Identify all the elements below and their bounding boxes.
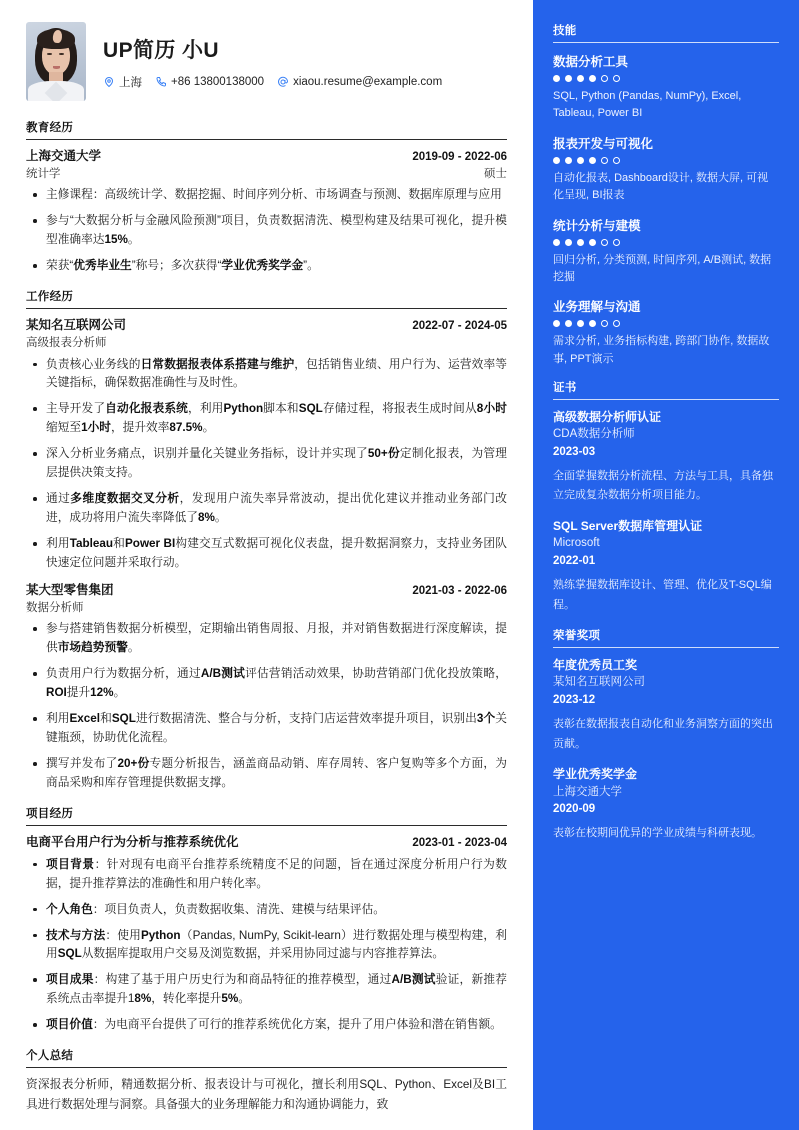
certificate-name: 高级数据分析师认证 (553, 410, 662, 424)
honor-item (553, 657, 779, 754)
divider (26, 308, 507, 309)
project-bullets (26, 856, 507, 1036)
divider (553, 399, 779, 400)
rating-dot-filled (553, 75, 560, 82)
list-item: 负责用户行为数据分析，通过A/B测试评估营销活动效果，协助营销部门优化投放策略，ROI提升12%。 (26, 665, 507, 703)
candidate-name: UP简历 小U (103, 39, 219, 62)
skill-rating (553, 239, 779, 246)
divider (26, 825, 507, 826)
skill-description: 自动化报表, Dashboard设计, 数据大屏, 可视化呈现, BI报表 (553, 171, 769, 202)
section-project (26, 805, 507, 1035)
certificate-name: SQL Server数据库管理认证 (553, 519, 703, 534)
skill-name: 数据分析工具 (553, 55, 629, 69)
list-item: 荣获“优秀毕业生”称号；多次获得“学业优秀奖学金”。 (26, 257, 507, 276)
sidebar-title-certificates: 证书 (553, 382, 577, 394)
sidebar-section-certificates (553, 379, 779, 615)
list-item: 项目价值：为电商平台提供了可行的推荐系统优化方案，提升了用户体验和潜在销售额。 (26, 1016, 507, 1035)
divider (26, 139, 507, 140)
skill-description: 需求分析, 业务指标构建, 跨部门协作, 数据故事, PPT演示 (553, 335, 770, 365)
certificate-description: 熟练掌握数据库设计、管理、优化及T-SQL编程。 (553, 578, 772, 611)
work-date: 2021-03 - 2022-06 (412, 585, 507, 598)
honor-org: 上海交通大学 (553, 785, 622, 798)
list-item: 参与“大数据分析与金融风险预测”项目，负责数据清洗、模型构建及结果可视化，提升模型准确率达15%。 (26, 212, 507, 250)
resume-sidebar (533, 0, 799, 1130)
work-bullets (26, 620, 507, 793)
honor-org: 某知名互联网公司 (553, 676, 645, 689)
honor-name: 学业优秀奖学金 (553, 767, 638, 782)
summary-text: 资深报表分析师，精通数据分析、报表设计与可视化，擅长利用SQL、Python、Excel及BI工具进行数据处理与洞察。具备强大的业务理解能力和沟通协调能力，致 (26, 1078, 507, 1112)
skill-name: 报表开发与可视化 (553, 136, 654, 151)
rating-dot-empty (613, 239, 620, 246)
section-education (26, 119, 507, 276)
divider (26, 1067, 507, 1068)
skill-item (553, 134, 779, 205)
sidebar-section-honors (553, 627, 779, 844)
resume-header (26, 22, 507, 101)
list-item: 项目成果：构建了基于用户历史行为和商品特征的推荐模型，通过A/B测试验证，新推荐系统点击率提升18%，转化率提升5%。 (26, 971, 507, 1009)
honor-item (553, 766, 779, 843)
rating-dot-filled (589, 75, 596, 82)
contact-location (103, 74, 142, 90)
work-bullets (26, 356, 507, 574)
rating-dot-filled (577, 320, 584, 327)
rating-dot-filled (565, 75, 572, 82)
education-entry (26, 147, 507, 276)
contact-phone-text: +86 13800138000 (171, 76, 265, 88)
list-item: 技术与方法：使用Python（Pandas, NumPy, Scikit-learn）进行数据处理与模型构建，利用SQL从数据库提取用户交易及浏览数据，并采用协同过滤与内容推荐算法。 (26, 927, 507, 965)
sidebar-title-honors: 荣誉奖项 (553, 630, 601, 643)
work-company: 某知名互联网公司 (26, 318, 127, 333)
section-title-work: 工作经历 (26, 291, 74, 304)
project-entry (26, 833, 507, 1035)
sidebar-section-skills (553, 22, 779, 368)
list-item: 项目背景：针对现有电商平台推荐系统精度不足的问题，旨在通过深度分析用户行为数据，提升推荐算法的准确性和用户转化率。 (26, 856, 507, 894)
honor-date: 2023-12 (553, 693, 596, 706)
work-entry (26, 581, 507, 793)
certificate-date: 2023-03 (553, 445, 596, 458)
education-bullets (26, 186, 507, 276)
rating-dot-empty (601, 239, 608, 246)
section-summary (26, 1047, 507, 1115)
skill-item (553, 297, 779, 368)
skill-rating (553, 320, 779, 327)
rating-dot-empty (613, 75, 620, 82)
profile-photo (26, 22, 86, 101)
work-title: 数据分析师 (26, 601, 84, 614)
rating-dot-filled (589, 239, 596, 246)
education-date: 2019-09 - 2022-06 (412, 151, 507, 163)
certificate-description: 全面掌握数据分析流程、方法与工具，具备独立完成复杂数据分析项目能力。 (553, 469, 773, 502)
list-item: 深入分析业务痛点，识别并量化关键业务指标，设计并实现了50+份定制化报表，为管理层提供决策支持。 (26, 445, 507, 483)
divider (553, 42, 779, 43)
rating-dot-filled (553, 239, 560, 246)
list-item: 负责核心业务线的日常数据报表体系搭建与维护，包括销售业绩、用户行为、运营效率等关键指标，确保数据准确性与及时性。 (26, 356, 507, 394)
skill-name: 统计分析与建模 (553, 218, 641, 233)
sidebar-title-skills: 技能 (553, 25, 577, 37)
section-title-summary: 个人总结 (26, 1050, 74, 1063)
name-and-contact (103, 22, 450, 90)
honor-name: 年度优秀员工奖 (553, 658, 638, 673)
contact-row (103, 74, 450, 90)
contact-email (277, 76, 442, 88)
rating-dot-filled (565, 157, 572, 164)
divider (553, 647, 779, 648)
skill-description: 回归分析, 分类预测, 时间序列, A/B测试, 数据挖掘 (553, 253, 772, 283)
skill-rating (553, 157, 779, 164)
list-item: 参与搭建销售数据分析模型，定期输出销售周报、月报，并对销售数据进行深度解读，提供市场趋势预警。 (26, 620, 507, 658)
education-major: 统计学 (26, 167, 61, 180)
rating-dot-filled (577, 157, 584, 164)
certificate-item (553, 518, 779, 615)
honor-description: 表彰在校期间优异的学业成绩与科研表现。 (553, 827, 762, 840)
rating-dot-filled (553, 320, 560, 327)
rating-dot-empty (613, 320, 620, 327)
certificate-org: CDA数据分析师 (553, 428, 635, 441)
location-pin-icon (103, 76, 115, 88)
list-item: 个人角色：项目负责人，负责数据收集、清洗、建模与结果评估。 (26, 901, 507, 920)
honor-description: 表彰在数据报表自动化和业务洞察方面的突出贡献。 (553, 717, 773, 750)
project-date: 2023-01 - 2023-04 (412, 837, 507, 849)
list-item: 撰写并发布了20+份专题分析报告，涵盖商品动销、库存周转、客户复购等多个方面，为商品采购和库存管理提供数据支撑。 (26, 755, 507, 793)
honor-date: 2020-09 (553, 802, 596, 815)
section-title-education: 教育经历 (26, 122, 74, 134)
list-item: 通过多维度数据交叉分析，发现用户流失率异常波动，提出优化建议并推动业务部门改进，成功将用户流失率降低了8%。 (26, 490, 507, 528)
rating-dot-filled (577, 239, 584, 246)
education-degree: 硕士 (484, 167, 507, 180)
rating-dot-filled (565, 320, 572, 327)
rating-dot-empty (613, 157, 620, 164)
rating-dot-filled (589, 320, 596, 327)
section-work (26, 288, 507, 793)
contact-email-text: xiaou.resume@example.com (293, 76, 443, 88)
list-item: 主导开发了自动化报表系统，利用Python脚本和SQL存储过程，将报表生成时间从8小时缩短至1小时，提升效率87.5%。 (26, 400, 507, 438)
phone-icon (155, 76, 167, 88)
certificate-org: Microsoft (553, 537, 600, 550)
work-company: 某大型零售集团 (26, 583, 114, 598)
education-school: 上海交通大学 (26, 149, 102, 163)
rating-dot-filled (553, 157, 560, 164)
skill-name: 业务理解与沟通 (553, 300, 641, 315)
list-item: 主修课程：高级统计学、数据挖掘、时间序列分析、市场调查与预测、数据库原理与应用 (26, 186, 507, 205)
skill-description: SQL, Python (Pandas, NumPy), Excel, Tableau, Power BI (553, 90, 742, 120)
list-item: 利用Excel和SQL进行数据清洗、整合与分析，支持门店运营效率提升项目，识别出3个关键瓶颈，协助优化流程。 (26, 710, 507, 748)
rating-dot-filled (565, 239, 572, 246)
contact-phone (155, 76, 264, 88)
rating-dot-filled (577, 75, 584, 82)
skill-rating (553, 75, 779, 82)
rating-dot-filled (589, 157, 596, 164)
certificate-date: 2022-01 (553, 554, 596, 567)
work-title: 高级报表分析师 (26, 336, 107, 349)
contact-location-text: 上海 (119, 77, 142, 89)
project-name: 电商平台用户行为分析与推荐系统优化 (26, 835, 239, 849)
certificate-item (553, 409, 779, 506)
list-item: 利用Tableau和Power BI构建交互式数据可视化仪表盘，提升数据洞察力，支持业务团队快速定位问题并采取行动。 (26, 535, 507, 573)
rating-dot-empty (601, 320, 608, 327)
section-title-project: 项目经历 (26, 808, 74, 820)
work-entry (26, 316, 507, 573)
email-at-icon (277, 76, 289, 88)
work-date: 2022-07 - 2024-05 (412, 320, 507, 333)
skill-item (553, 52, 779, 123)
rating-dot-empty (601, 157, 608, 164)
skill-item (553, 216, 779, 287)
rating-dot-empty (601, 75, 608, 82)
